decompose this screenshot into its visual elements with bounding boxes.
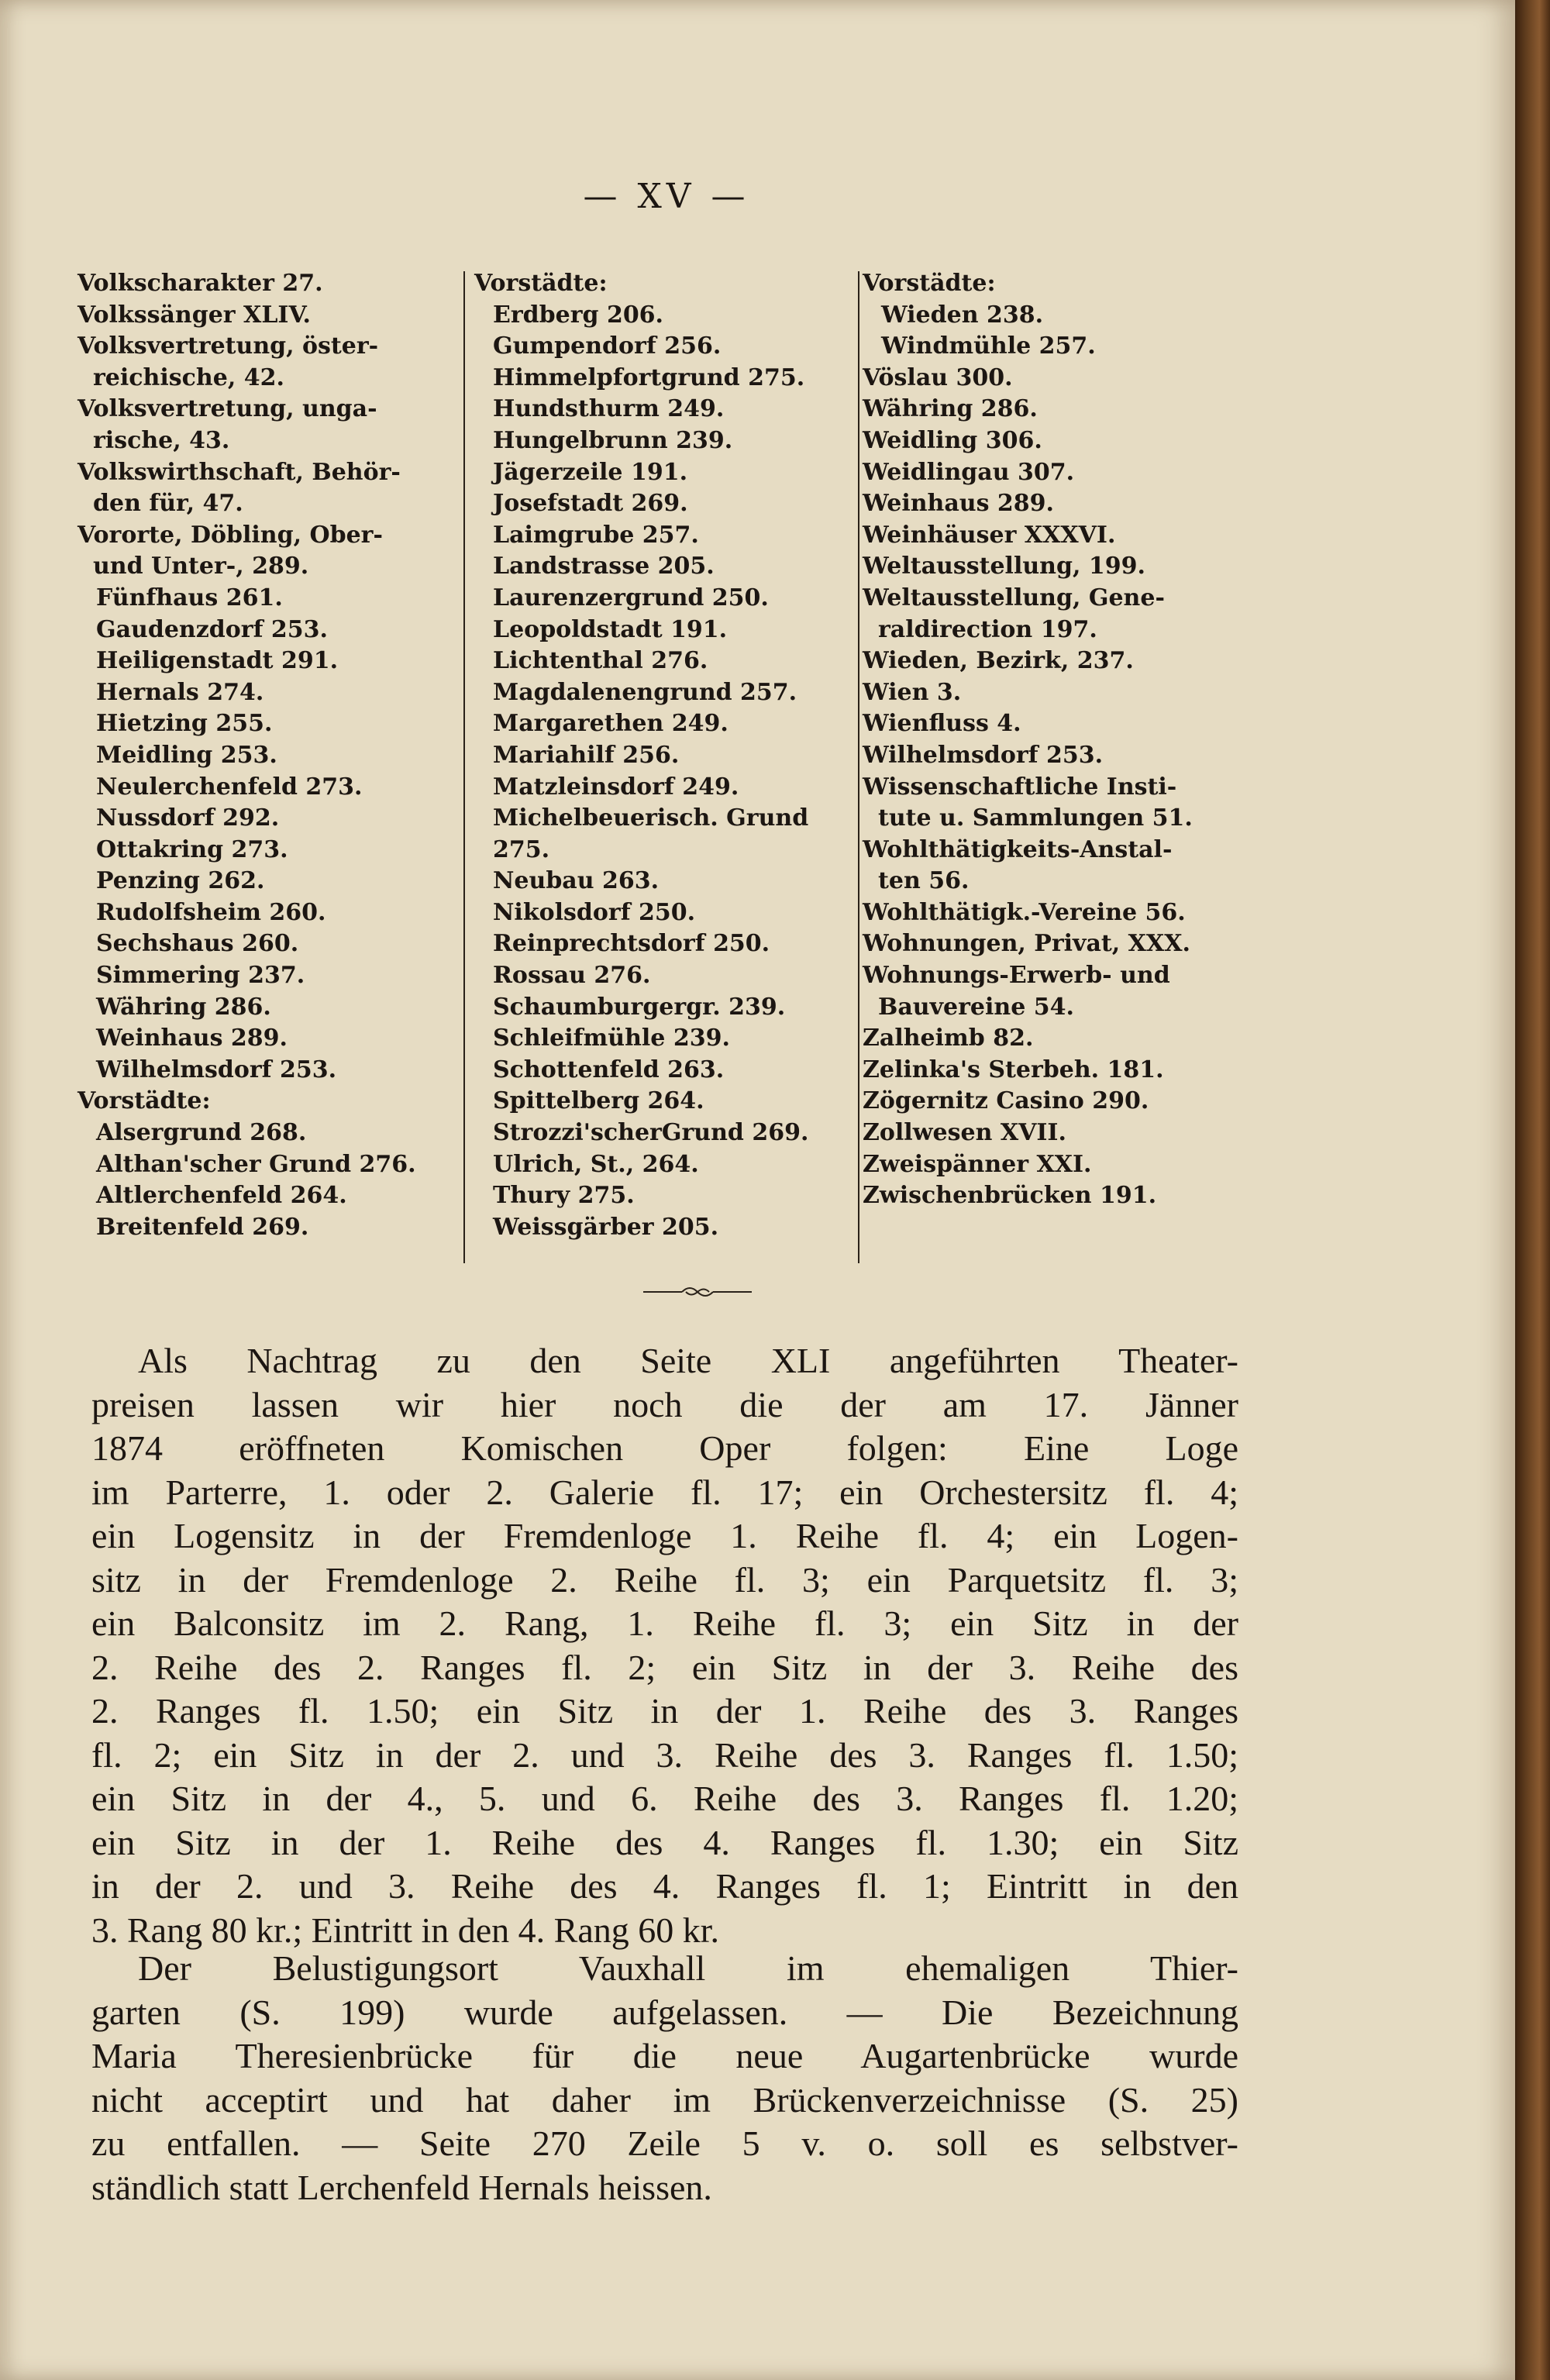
index-entry: Margarethen 249. [493, 710, 728, 738]
index-entry: Hundsthurm 249. [493, 395, 725, 423]
index-entry: Vorstädte: [474, 270, 608, 297]
text-line: Als Nachtrag zu den Seite XLI angeführten Theater- [138, 1341, 1238, 1380]
index-entry: raldirection 197. [878, 615, 1097, 643]
index-entry: Vorstädte: [78, 1087, 211, 1115]
text-line: in der 2. und 3. Reihe des 4. Ranges fl. 1; Eintritt in den [91, 1866, 1238, 1906]
index-entry: Wilhelmsdorf 253. [863, 741, 1104, 769]
index-entry: Neubau 263. [493, 867, 660, 895]
index-entry: Laurenzergrund 250. [493, 584, 769, 611]
index-entry: Vororte, Döbling, Ober- [78, 521, 383, 549]
text-line: ein Logensitz in der Fremdenloge 1. Reihe fl. 4; ein Logen- [91, 1516, 1238, 1555]
index-entry: Fünfhaus 261. [96, 584, 283, 611]
index-entry: Lichtenthal 276. [493, 647, 708, 675]
index-entry: Himmelpfortgrund 275. [493, 363, 805, 391]
index-entry: Zollwesen XVII. [863, 1119, 1066, 1147]
index-entry: Volkscharakter 27. [78, 270, 323, 297]
index-entry: Vöslau 300. [863, 363, 1013, 391]
index-entry: Leopoldstadt 191. [493, 615, 728, 643]
index-entry: Währing 286. [96, 993, 271, 1021]
index-entry: Hernals 274. [96, 678, 264, 706]
index-entry: Althan'scher Grund 276. [96, 1150, 416, 1178]
index-entry: Wienfluss 4. [863, 710, 1021, 738]
index-entry: Schaumburgergr. 239. [493, 993, 786, 1021]
text-line: ein Sitz in der 1. Reihe des 4. Ranges fl. 1.30; ein Sitz [91, 1822, 1238, 1862]
index-entry: den für, 47. [93, 490, 243, 518]
index-entry: rische, 43. [93, 426, 230, 454]
index-entry: Weinhäuser XXXVI. [863, 521, 1116, 549]
text-line: im Parterre, 1. oder 2. Galerie fl. 17; ein Orchestersitz fl. 4; [91, 1472, 1238, 1512]
index-entry: Weltausstellung, Gene- [863, 584, 1165, 611]
index-entry: Spittelberg 264. [493, 1087, 704, 1115]
text-line: garten (S. 199) wurde aufgelassen. — Die Bezeichnung [91, 1992, 1238, 2032]
index-entry: Weinhaus 289. [96, 1025, 288, 1052]
index-entry: Penzing 262. [96, 867, 265, 895]
text-line: zu entfallen. — Seite 270 Zeile 5 v. o. soll es selbstver- [91, 2123, 1238, 2163]
index-entry: Magdalenengrund 257. [493, 678, 797, 706]
index-entry: Hungelbrunn 239. [493, 426, 733, 454]
text-line: 1874 eröffneten Komischen Oper folgen: Eine Loge [91, 1428, 1238, 1468]
corrections-paragraph [91, 1947, 1238, 2210]
index-entry: Alsergrund 268. [96, 1119, 307, 1147]
index-entry: Weidling 306. [863, 426, 1042, 454]
index-entry: Hietzing 255. [96, 710, 273, 738]
index-entry: Weltausstellung, 199. [863, 553, 1145, 580]
index-entry: Weinhaus 289. [863, 490, 1055, 518]
index-entry: Schleifmühle 239. [493, 1025, 730, 1052]
index-entry: Landstrasse 205. [493, 553, 715, 580]
text-line: fl. 2; ein Sitz in der 2. und 3. Reihe des 3. Ranges fl. 1.50; [91, 1734, 1238, 1775]
index-entry: Volksvertretung, öster- [78, 332, 379, 360]
column-divider-2 [858, 271, 859, 1263]
text-line: ständlich statt Lerchenfeld Hernals heissen. [91, 2167, 712, 2207]
index-entry: Breitenfeld 269. [96, 1213, 309, 1241]
index-entry: Wieden 238. [881, 301, 1044, 329]
index-entry: Gumpendorf 256. [493, 332, 722, 360]
index-entry: Reinprechtsdorf 250. [493, 930, 770, 958]
index-entry: 275. [493, 835, 550, 863]
index-entry: Rossau 276. [493, 962, 651, 990]
addendum-paragraph [91, 1339, 1238, 1952]
index-entry: Strozzi'scherGrund 269. [493, 1119, 809, 1147]
index-entry: Jägerzeile 191. [493, 458, 688, 486]
text-line: preisen lassen wir hier noch die der am 17. Jänner [91, 1384, 1238, 1424]
index-entry: Heiligenstadt 291. [96, 647, 339, 675]
index-entry: Erdberg 206. [493, 301, 664, 329]
index-entry: Wohlthätigkeits-Anstal- [863, 835, 1173, 863]
index-entry: Ottakring 273. [96, 835, 288, 863]
index-entry: Meidling 253. [96, 741, 277, 769]
text-line: ein Balconsitz im 2. Rang, 1. Reihe fl. 3; ein Sitz in der [91, 1603, 1238, 1643]
index-column-1 [78, 268, 457, 1243]
index-entry: Sechshaus 260. [96, 930, 299, 958]
index-entry: reichische, 42. [93, 363, 284, 391]
index-entry: tute u. Sammlungen 51. [878, 804, 1193, 832]
index-entry: Wilhelmsdorf 253. [96, 1056, 337, 1083]
index-column-2 [474, 268, 854, 1243]
index-entry: Neulerchenfeld 273. [96, 773, 363, 801]
text-line: ein Sitz in der 4., 5. und 6. Reihe des 3. Ranges fl. 1.20; [91, 1779, 1238, 1818]
index-entry: Wohnungs-Erwerb- und [863, 962, 1170, 990]
index-entry: Weissgärber 205. [493, 1213, 719, 1241]
book-spine-edge [1515, 0, 1550, 2380]
page-number: — XV — [583, 177, 750, 216]
index-entry: Michelbeuerisch. Grund [493, 804, 809, 832]
text-line: Der Belustigungsort Vauxhall im ehemaligen Thier- [138, 1948, 1238, 1988]
index-entry: Volkswirthschaft, Behör- [78, 458, 401, 486]
index-entry: Weidlingau 307. [863, 458, 1075, 486]
index-entry: Wissenschaftliche Insti- [863, 773, 1177, 801]
index-entry: Gaudenzdorf 253. [96, 615, 328, 643]
index-entry: Nussdorf 292. [96, 804, 280, 832]
text-line: Maria Theresienbrücke für die neue Augartenbrücke wurde [91, 2036, 1238, 2075]
index-entry: Ulrich, St., 264. [493, 1150, 699, 1178]
column-divider-1 [463, 271, 465, 1263]
index-entry: Josefstadt 269. [493, 490, 688, 518]
index-entry: Wieden, Bezirk, 237. [863, 647, 1134, 675]
index-entry: Mariahilf 256. [493, 741, 680, 769]
index-entry: Schottenfeld 263. [493, 1056, 725, 1083]
text-line: nicht acceptirt und hat daher im Brückenverzeichnisse (S. 25) [91, 2079, 1238, 2120]
index-entry: Zögernitz Casino 290. [863, 1087, 1149, 1115]
index-entry: Zalheimb 82. [863, 1025, 1034, 1052]
ornament-divider [643, 1280, 752, 1304]
index-entry: Bauvereine 54. [878, 993, 1074, 1021]
index-entry: Zweispänner XXI. [863, 1150, 1092, 1178]
text-line: 2. Reihe des 2. Ranges fl. 2; ein Sitz in der 3. Reihe des [91, 1647, 1238, 1687]
index-entry: Volkssänger XLIV. [78, 301, 311, 329]
index-entry: Zelinka's Sterbeh. 181. [863, 1056, 1164, 1083]
index-entry: Rudolfsheim 260. [96, 898, 326, 926]
index-entry: Nikolsdorf 250. [493, 898, 696, 926]
index-entry: Thury 275. [493, 1182, 635, 1210]
index-column-3 [863, 268, 1266, 1212]
index-entry: Währing 286. [863, 395, 1038, 423]
index-entry: ten 56. [878, 867, 970, 895]
index-entry: Laimgrube 257. [493, 521, 699, 549]
index-entry: Vorstädte: [863, 270, 996, 297]
index-entry: Altlerchenfeld 264. [96, 1182, 347, 1210]
index-entry: Matzleinsdorf 249. [493, 773, 739, 801]
text-line: 2. Ranges fl. 1.50; ein Sitz in der 1. Reihe des 3. Ranges [91, 1691, 1238, 1731]
index-entry: Wohlthätigk.-Vereine 56. [863, 898, 1186, 926]
text-line: 3. Rang 80 kr.; Eintritt in den 4. Rang 60 kr. [91, 1910, 720, 1950]
index-entry: Zwischenbrücken 191. [863, 1182, 1157, 1210]
index-entry: Simmering 237. [96, 962, 305, 990]
index-entry: Wohnungen, Privat, XXX. [863, 930, 1190, 958]
index-entry: Wien 3. [863, 678, 962, 706]
index-entry: Volksvertretung, unga- [78, 395, 377, 423]
text-line: sitz in der Fremdenloge 2. Reihe fl. 3; ein Parquetsitz fl. 3; [91, 1559, 1238, 1600]
index-entry: und Unter-, 289. [93, 553, 309, 580]
index-entry: Windmühle 257. [881, 332, 1096, 360]
